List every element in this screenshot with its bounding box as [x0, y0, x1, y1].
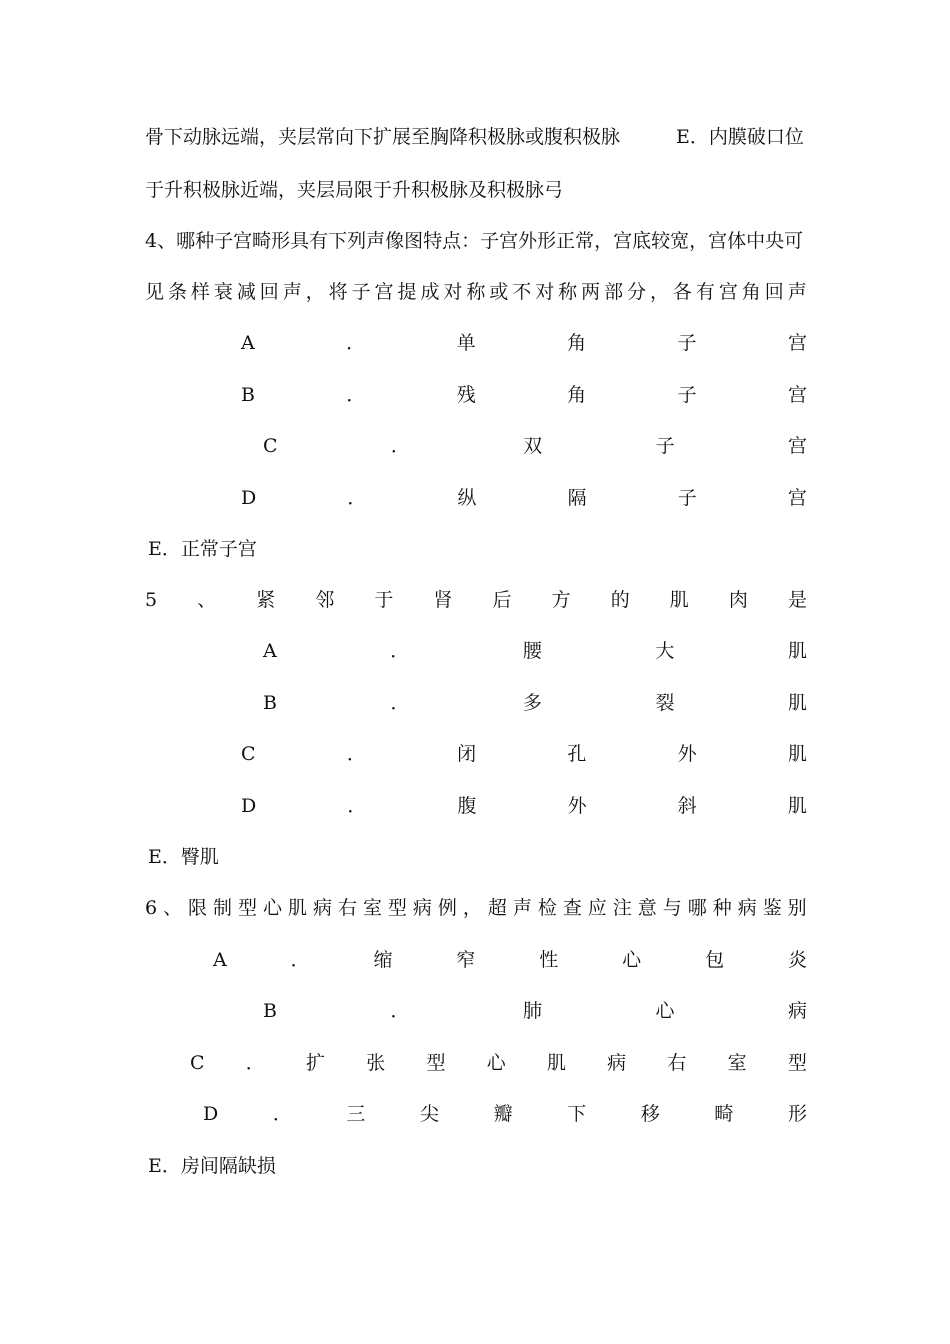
question-4-stem-cont: [145, 278, 807, 306]
glyph: 6: [145, 897, 158, 919]
glyph: 病: [412, 897, 432, 919]
question-4-option-d: [241, 484, 807, 512]
question-4-option-e: E．正常子宫: [148, 538, 257, 560]
glyph: 单: [456, 332, 476, 354]
question-6-option-a: [213, 946, 807, 974]
glyph: 瓣: [493, 1103, 513, 1125]
glyph: 检: [537, 897, 557, 919]
glyph: C: [241, 743, 256, 765]
glyph: 注: [612, 897, 632, 919]
glyph: ．: [390, 692, 410, 714]
glyph: D: [241, 487, 257, 509]
glyph: 回: [764, 281, 784, 303]
glyph: ．: [290, 949, 310, 971]
glyph: 例: [437, 897, 457, 919]
glyph: 种: [712, 897, 732, 919]
glyph: 子: [677, 332, 697, 354]
glyph: 右: [667, 1052, 687, 1074]
glyph: 肌: [787, 795, 807, 817]
glyph: B: [241, 384, 255, 406]
glyph: 病: [312, 897, 332, 919]
glyph: 部: [604, 281, 624, 303]
glyph: 见: [145, 281, 165, 303]
glyph: 心: [655, 1000, 675, 1022]
question-6-option-d: [203, 1100, 807, 1128]
glyph: 大: [655, 640, 675, 662]
glyph: ．: [390, 1000, 410, 1022]
glyph: 炎: [787, 949, 807, 971]
question-4-option-b: [241, 381, 807, 409]
text-line: E．内膜破口位: [676, 126, 804, 148]
glyph: 称: [558, 281, 578, 303]
glyph: ．: [390, 640, 410, 662]
glyph: 宫: [787, 487, 807, 509]
glyph: 于: [374, 589, 394, 611]
glyph: 声: [787, 281, 807, 303]
glyph: ．: [346, 332, 366, 354]
glyph: C: [263, 435, 278, 457]
glyph: 肌: [787, 743, 807, 765]
glyph: 尖: [420, 1103, 440, 1125]
glyph: 移: [640, 1103, 660, 1125]
glyph: ，: [462, 897, 482, 919]
glyph: 方: [551, 589, 571, 611]
glyph: 称: [466, 281, 486, 303]
glyph: 肾: [433, 589, 453, 611]
glyph: 肌: [546, 1052, 566, 1074]
glyph: 角: [567, 384, 587, 406]
question-6-stem: [145, 894, 807, 922]
glyph: ．: [245, 1052, 265, 1074]
glyph: 腰: [522, 640, 542, 662]
glyph: 病: [737, 897, 757, 919]
glyph: 腹: [457, 795, 477, 817]
glyph: 回: [259, 281, 279, 303]
text-line: 骨下动脉远端，夹层常向下扩展至胸降积极脉或腹积极脉: [145, 126, 621, 148]
glyph: 紧: [256, 589, 276, 611]
glyph: 性: [539, 949, 559, 971]
glyph: 子: [655, 435, 675, 457]
glyph: 型: [787, 1052, 807, 1074]
glyph: ．: [347, 795, 367, 817]
glyph: 隔: [567, 487, 587, 509]
glyph: 角: [741, 281, 761, 303]
glyph: 右: [337, 897, 357, 919]
glyph: 心: [263, 897, 283, 919]
glyph: 三: [346, 1103, 366, 1125]
glyph: 查: [562, 897, 582, 919]
glyph: 5: [145, 589, 158, 611]
question-4-option-a: [241, 329, 807, 357]
glyph: 子: [677, 384, 697, 406]
glyph: 扩: [306, 1052, 326, 1074]
glyph: 是: [787, 589, 807, 611]
glyph: ．: [347, 487, 367, 509]
glyph: 子: [677, 487, 697, 509]
glyph: 包: [705, 949, 725, 971]
glyph: 双: [523, 435, 543, 457]
text-line: 于升积极脉近端，夹层局限于升积极脉及积极脉弓: [145, 179, 564, 201]
glyph: 将: [328, 281, 348, 303]
glyph: ．: [390, 435, 410, 457]
glyph: ．: [272, 1103, 292, 1125]
question-5-option-c: [241, 740, 807, 768]
glyph: 减: [236, 281, 256, 303]
glyph: 两: [581, 281, 601, 303]
glyph: 闭: [457, 743, 477, 765]
glyph: 畸: [714, 1103, 734, 1125]
glyph: A: [241, 332, 255, 354]
glyph: 或: [489, 281, 509, 303]
glyph: 鉴: [762, 897, 782, 919]
glyph: 后: [492, 589, 512, 611]
glyph: B: [263, 1000, 277, 1022]
glyph: 宫: [787, 384, 807, 406]
glyph: A: [213, 949, 227, 971]
glyph: 斜: [677, 795, 697, 817]
glyph: 孔: [567, 743, 587, 765]
glyph: 下: [567, 1103, 587, 1125]
question-4-option-c: [263, 432, 807, 460]
glyph: 病: [607, 1052, 627, 1074]
question-6-option-b: [263, 997, 807, 1025]
glyph: 哪: [687, 897, 707, 919]
question-4-stem: 4、哪种子宫畸形具有下列声像图特点：子宫外形正常，宫底较宽，宫体中央可: [145, 230, 804, 252]
glyph: 纵: [457, 487, 477, 509]
glyph: 肌: [787, 692, 807, 714]
glyph: 声: [512, 897, 532, 919]
glyph: 室: [362, 897, 382, 919]
glyph: 宫: [787, 435, 807, 457]
glyph: 裂: [655, 692, 675, 714]
glyph: ．: [346, 743, 366, 765]
glyph: 应: [587, 897, 607, 919]
glyph: 型: [426, 1052, 446, 1074]
glyph: 有: [695, 281, 715, 303]
glyph: 超: [487, 897, 507, 919]
glyph: 张: [366, 1052, 386, 1074]
glyph: 、: [163, 897, 183, 919]
glyph: 心: [486, 1052, 506, 1074]
glyph: 型: [387, 897, 407, 919]
glyph: 意: [637, 897, 657, 919]
glyph: 不: [512, 281, 532, 303]
glyph: A: [263, 640, 277, 662]
glyph: 与: [662, 897, 682, 919]
glyph: 缩: [373, 949, 393, 971]
glyph: 残: [456, 384, 476, 406]
glyph: 多: [522, 692, 542, 714]
glyph: ，: [305, 281, 325, 303]
glyph: 室: [727, 1052, 747, 1074]
question-6-option-e: E．房间隔缺损: [148, 1155, 276, 1177]
glyph: 、: [197, 589, 217, 611]
glyph: D: [241, 795, 257, 817]
glyph: C: [190, 1052, 205, 1074]
glyph: 别: [787, 897, 807, 919]
question-5-option-e: E．臀肌: [148, 846, 219, 868]
question-5-stem: [145, 586, 807, 614]
glyph: 条: [167, 281, 187, 303]
glyph: 提: [397, 281, 417, 303]
glyph: 外: [677, 743, 697, 765]
glyph: 肌: [669, 589, 689, 611]
glyph: ，: [649, 281, 669, 303]
glyph: 成: [420, 281, 440, 303]
glyph: 对: [535, 281, 555, 303]
glyph: 肌: [287, 897, 307, 919]
question-5-option-d: [241, 792, 807, 820]
glyph: 邻: [315, 589, 335, 611]
glyph: 肉: [728, 589, 748, 611]
glyph: 角: [567, 332, 587, 354]
question-5-option-b: [263, 689, 807, 717]
glyph: 对: [443, 281, 463, 303]
glyph: 宫: [787, 332, 807, 354]
glyph: 型: [238, 897, 258, 919]
glyph: 窄: [456, 949, 476, 971]
glyph: 肌: [787, 640, 807, 662]
glyph: D: [203, 1103, 219, 1125]
question-6-option-c: [190, 1049, 807, 1077]
glyph: 肺: [522, 1000, 542, 1022]
glyph: B: [263, 692, 277, 714]
glyph: 子: [351, 281, 371, 303]
glyph: 制: [213, 897, 233, 919]
glyph: 宫: [374, 281, 394, 303]
glyph: 声: [282, 281, 302, 303]
glyph: 外: [567, 795, 587, 817]
glyph: 宫: [718, 281, 738, 303]
glyph: 的: [610, 589, 630, 611]
glyph: 分: [627, 281, 647, 303]
glyph: 心: [622, 949, 642, 971]
question-5-option-a: [263, 637, 807, 665]
glyph: 病: [787, 1000, 807, 1022]
glyph: 各: [672, 281, 692, 303]
glyph: 限: [188, 897, 208, 919]
glyph: ．: [346, 384, 366, 406]
glyph: 形: [787, 1103, 807, 1125]
glyph: 样: [190, 281, 210, 303]
glyph: 衰: [213, 281, 233, 303]
